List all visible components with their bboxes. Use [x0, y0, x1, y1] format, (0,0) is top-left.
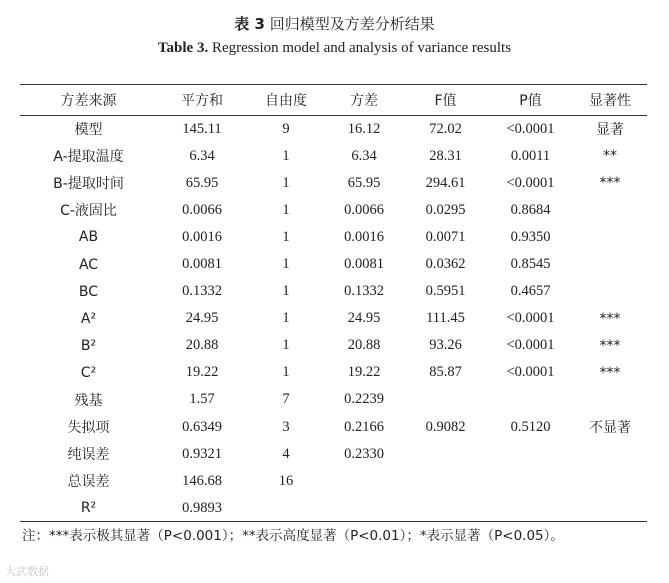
- table-cell: 20.88: [347, 337, 381, 354]
- table-cell: 0.0011: [510, 147, 551, 164]
- table-cell: 0.8684: [510, 201, 551, 218]
- table-cell: 111.45: [426, 310, 465, 327]
- table-row: [20, 170, 647, 197]
- row-source-cell: B-提取时间: [53, 176, 124, 193]
- table-cell: 0.2166: [344, 418, 384, 435]
- table-cell: 显著: [596, 122, 624, 139]
- table-body: [20, 116, 647, 522]
- table-cell: [573, 495, 647, 522]
- table-cell: 0.0016: [182, 228, 222, 245]
- table-cell: 0.9893: [157, 495, 247, 522]
- table-cell: ***: [599, 175, 621, 192]
- table-cell: 65.95: [347, 174, 381, 191]
- table-cell: 1: [282, 310, 290, 327]
- column-header: 显著性: [573, 85, 647, 116]
- table-row: [20, 116, 647, 143]
- table-cell: 0.9350: [510, 228, 551, 245]
- table-cell: <0.0001: [506, 174, 555, 191]
- table-cell: 6.34: [189, 147, 215, 164]
- table-cell: 0.4657: [510, 283, 551, 300]
- table-cell: [403, 441, 488, 468]
- anova-table: [20, 84, 647, 522]
- table-cell: 1: [282, 201, 290, 218]
- table-row: [20, 414, 647, 441]
- table-cell: 1: [282, 256, 290, 273]
- row-source-cell: BC: [78, 283, 99, 300]
- table-row: [20, 441, 647, 468]
- table-cell: [573, 441, 647, 468]
- row-source-cell: B²: [80, 337, 97, 354]
- table-cell: ***: [599, 337, 621, 354]
- table-cell: [573, 224, 647, 251]
- table-cell: [325, 468, 403, 495]
- table-cell: 0.0071: [425, 228, 466, 245]
- table-cell: [488, 386, 573, 413]
- table-cell: 1: [282, 228, 290, 245]
- table-cell: 1.57: [189, 391, 215, 408]
- table-cell: 294.61: [425, 174, 466, 191]
- table-cell: 0.0066: [344, 201, 384, 218]
- table-cell: 85.87: [429, 364, 462, 381]
- table-row: [20, 278, 647, 305]
- row-source-cell: 失拟项: [67, 420, 110, 437]
- row-source-cell: AB: [78, 229, 99, 246]
- table-caption-en: Regression model and analysis of variance results: [211, 40, 512, 56]
- table-number-cn: 表 3: [234, 15, 265, 33]
- table-cell: [488, 468, 573, 495]
- table-cell: ***: [599, 364, 621, 381]
- column-header: 方差: [325, 85, 403, 116]
- table-cell: 146.68: [182, 472, 222, 489]
- column-header: 平方和: [157, 85, 247, 116]
- table-cell: 0.2239: [344, 391, 384, 408]
- table-cell: 28.31: [429, 147, 462, 164]
- column-header: P值: [488, 85, 573, 116]
- row-source-cell: C²: [80, 364, 97, 381]
- table-row: [20, 495, 647, 522]
- table-cell: [573, 386, 647, 413]
- table-cell: 16: [278, 472, 294, 489]
- table-caption-cn: 回归模型及方差分析结果: [269, 15, 435, 33]
- table-cell: 不显著: [589, 420, 631, 437]
- table-row: [20, 251, 647, 278]
- table-cell: <0.0001: [506, 310, 555, 327]
- table-title-en: [0, 40, 669, 57]
- table-cell: <0.0001: [506, 120, 555, 137]
- table-cell: 0.0016: [344, 228, 384, 245]
- column-header: 自由度: [247, 85, 325, 116]
- table-cell: 65.95: [185, 174, 219, 191]
- row-source-cell: C-液固比: [60, 203, 117, 220]
- table-cell: [573, 468, 647, 495]
- row-source-cell: R²: [20, 495, 157, 522]
- table-cell: ***: [599, 310, 621, 327]
- table-row: [20, 305, 647, 332]
- column-header: F值: [403, 85, 488, 116]
- row-source-cell: 模型: [74, 122, 103, 139]
- watermark: 大武数据: [5, 565, 49, 578]
- table-row: [20, 224, 647, 251]
- row-source-cell: A²: [80, 310, 97, 327]
- table-cell: 1: [282, 174, 290, 191]
- table-cell: 6.34: [351, 147, 377, 164]
- table-cell: 0.0295: [425, 201, 466, 218]
- table-cell: 0.1332: [344, 283, 384, 300]
- table-cell: 0.9321: [182, 445, 222, 462]
- table-row: [20, 332, 647, 359]
- table-cell: [488, 495, 573, 522]
- table-cell: 0.0081: [344, 256, 384, 273]
- table-cell: 0.5951: [425, 283, 466, 300]
- table-title-cn: [0, 13, 669, 34]
- table-cell: <0.0001: [506, 364, 555, 381]
- table-cell: **: [603, 148, 617, 165]
- table-footnote: 注：***表示极其显著（P<0.001）；**表示高度显著（P<0.01）；*表示显著（P<0.05）。: [22, 528, 564, 544]
- table-cell: 145.11: [182, 120, 222, 137]
- table-cell: 1: [282, 364, 290, 381]
- table-cell: 0.0081: [182, 256, 222, 273]
- table-header-row: [20, 85, 647, 116]
- table-number-en: Table 3.: [157, 40, 209, 56]
- table-row: [20, 386, 647, 413]
- row-source-cell: 纯误差: [67, 447, 110, 464]
- table-cell: [573, 278, 647, 305]
- table-cell: 16.12: [347, 120, 381, 137]
- table-cell: 24.95: [347, 310, 381, 327]
- table-cell: [573, 197, 647, 224]
- table-row: [20, 143, 647, 170]
- table-cell: [573, 251, 647, 278]
- table-cell: [403, 386, 488, 413]
- table-row: [20, 359, 647, 386]
- table-cell: 1: [282, 147, 290, 164]
- table-cell: 4: [282, 445, 290, 462]
- table-row: [20, 197, 647, 224]
- table-cell: 0.1332: [182, 283, 222, 300]
- table-cell: 0.6349: [182, 418, 222, 435]
- row-source-cell: AC: [78, 256, 99, 273]
- row-source-cell: 总误差: [67, 474, 110, 491]
- table-cell: 3: [282, 418, 290, 435]
- table-cell: [403, 495, 488, 522]
- table-cell: 20.88: [185, 337, 219, 354]
- table-cell: 0.5120: [510, 418, 551, 435]
- table-cell: 24.95: [185, 310, 219, 327]
- column-header: 方差来源: [20, 85, 157, 116]
- table-cell: [247, 495, 325, 522]
- table-cell: [488, 441, 573, 468]
- table-cell: 0.0066: [182, 201, 222, 218]
- row-source-cell: 残基: [74, 392, 103, 409]
- table-cell: 93.26: [429, 337, 462, 354]
- table-row: [20, 468, 647, 495]
- table-cell: [403, 468, 488, 495]
- table-cell: 0.2330: [344, 445, 384, 462]
- table-cell: 1: [282, 283, 290, 300]
- table-cell: 19.22: [347, 364, 381, 381]
- table-cell: 7: [282, 391, 290, 408]
- table-cell: 1: [282, 337, 290, 354]
- table-cell: [325, 495, 403, 522]
- table-cell: 0.9082: [425, 418, 466, 435]
- table-cell: 9: [282, 120, 290, 137]
- table-cell: 19.22: [185, 364, 219, 381]
- row-source-cell: A-提取温度: [53, 149, 124, 166]
- table-cell: 72.02: [429, 120, 462, 137]
- table-cell: <0.0001: [506, 337, 555, 354]
- table-cell: 0.0362: [425, 256, 466, 273]
- table-cell: 0.8545: [510, 256, 551, 273]
